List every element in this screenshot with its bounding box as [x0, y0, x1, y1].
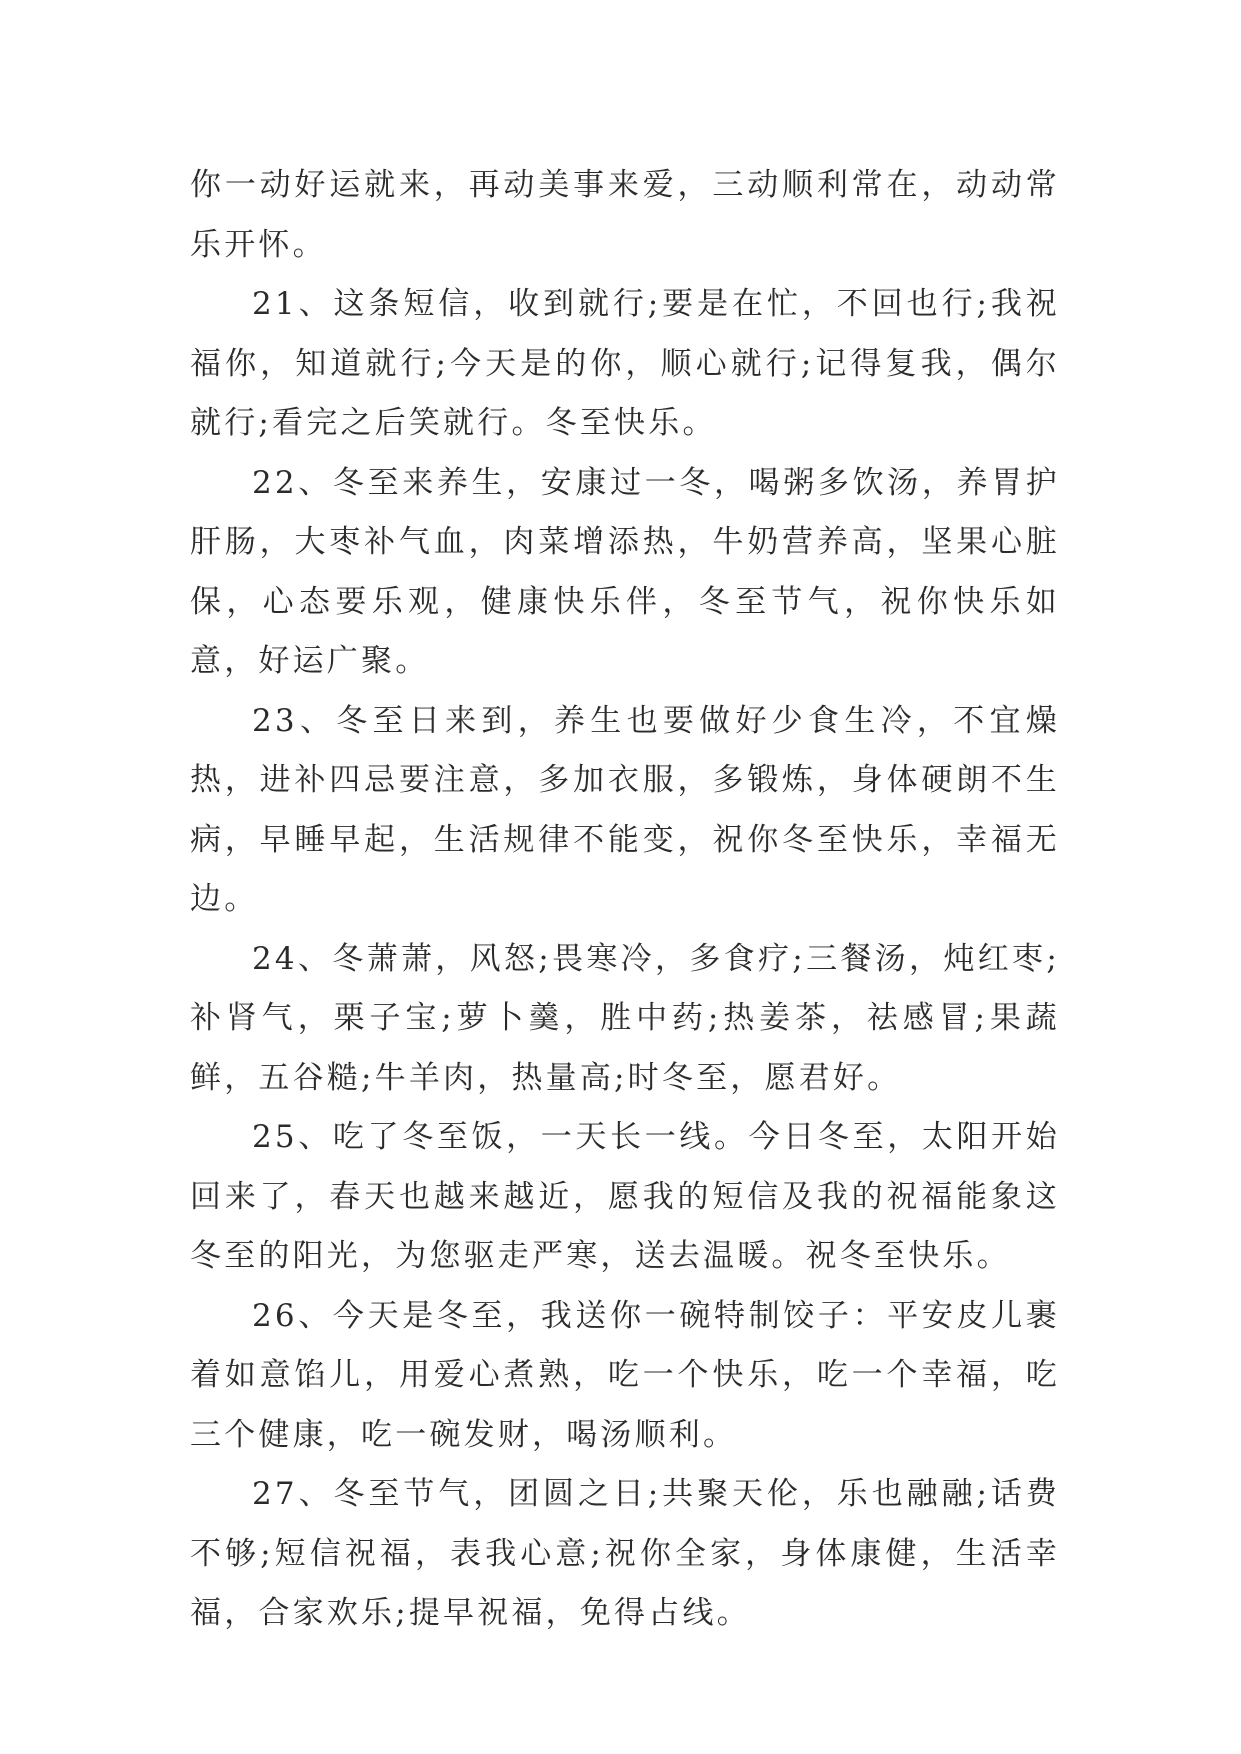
paragraph-item-24: 24、冬萧萧，风怒;畏寒冷，多食疗;三餐汤，炖红枣;补肾气，栗子宝;萝卜羹，胜中药;热姜茶，祛感冒;果蔬鲜，五谷糙;牛羊肉，热量高;时冬至，愿君好。 [190, 940, 1060, 1096]
document-body [190, 156, 1060, 1644]
paragraph-item-27: 27、冬至节气，团圆之日;共聚天伦，乐也融融;话费不够;短信祝福，表我心意;祝你全家，身体康健，生活幸福，合家欢乐;提早祝福，免得占线。 [190, 1476, 1060, 1631]
paragraph-item-26: 26、今天是冬至，我送你一碗特制饺子：平安皮儿裹着如意馅儿，用爱心煮熟，吃一个快乐，吃一个幸福，吃三个健康，吃一碗发财，喝汤顺利。 [190, 1297, 1060, 1453]
paragraph-item-23: 23、冬至日来到，养生也要做好少食生冷，不宜燥热，进补四忌要注意，多加衣服，多锻炼，身体硬朗不生病，早睡早起，生活规律不能变，祝你冬至快乐，幸福无边。 [190, 702, 1060, 917]
paragraph-item-21: 21、这条短信，收到就行;要是在忙，不回也行;我祝福你，知道就行;今天是的你，顺心就行;记得复我，偶尔就行;看完之后笑就行。冬至快乐。 [190, 286, 1060, 441]
paragraph-continuation: 你一动好运就来，再动美事来爱，三动顺利常在，动动常乐开怀。 [190, 167, 1060, 263]
paragraph-item-25: 25、吃了冬至饭，一天长一线。今日冬至，太阳开始回来了，春天也越来越近，愿我的短信及我的祝福能象这冬至的阳光，为您驱走严寒，送去温暖。祝冬至快乐。 [190, 1119, 1060, 1274]
paragraph-item-22: 22、冬至来养生，安康过一冬，喝粥多饮汤，养胃护肝肠，大枣补气血，肉菜增添热，牛奶营养高，坚果心脏保，心态要乐观，健康快乐伴，冬至节气，祝你快乐如意，好运广聚。 [190, 464, 1060, 679]
